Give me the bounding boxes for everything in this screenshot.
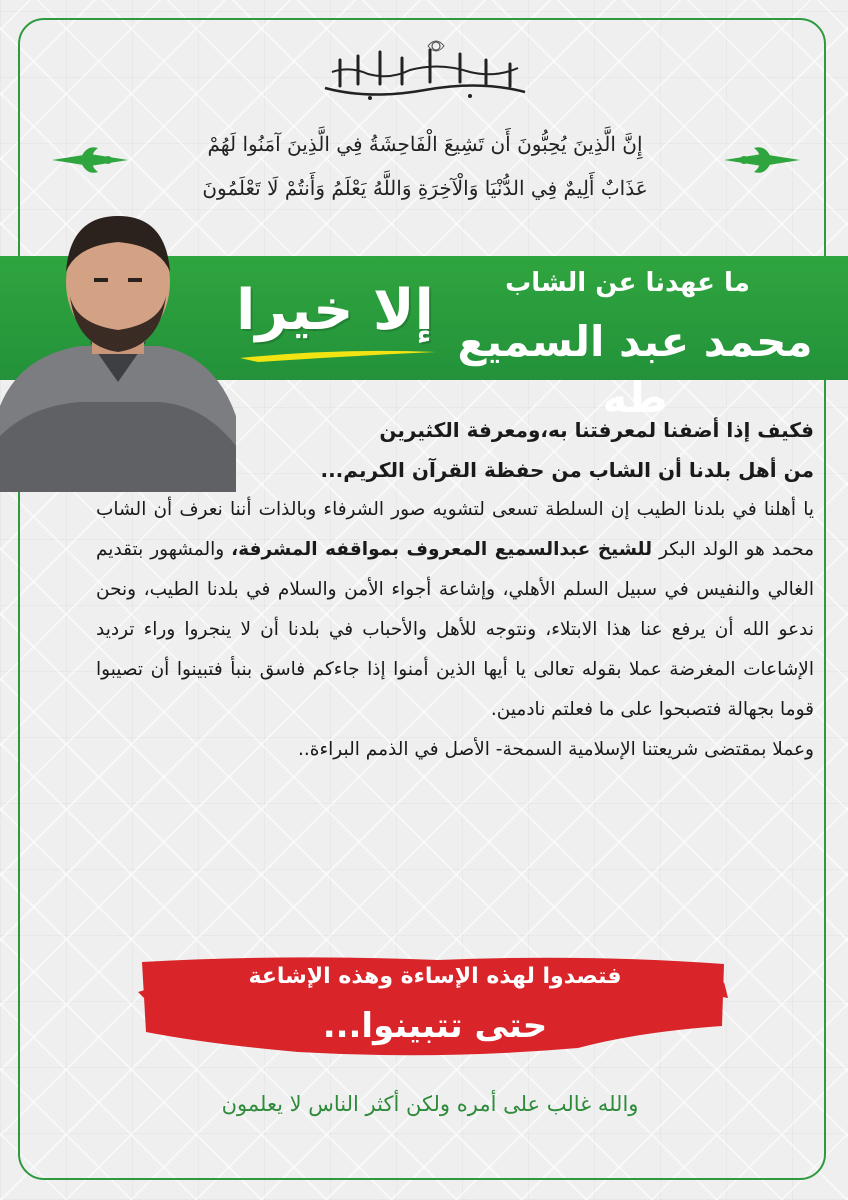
- intro-line-1: فكيف إذا أضفنا لمعرفتنا به،ومعرفة الكثيرين: [379, 418, 814, 442]
- basmala-calligraphy: [310, 38, 540, 110]
- headline-line-1: ما عهدنا عن الشاب: [505, 268, 750, 298]
- ornament-right-icon: [722, 140, 802, 180]
- statement-body: [96, 410, 814, 770]
- paragraph-main: [96, 490, 814, 730]
- headline-name: محمد عبد السميع طه: [457, 317, 813, 422]
- closing-verse: والله غالب على أمره ولكن أكثر الناس لا يعلمون: [221, 1092, 639, 1116]
- verse-line-2: عَذَابٌ أَلِيمٌ فِي الدُّنْيَا وَالْآخِرَةِ وَاللَّهُ يَعْلَمُ وَأَنتُمْ لَا تَعْلَمُونَ: [202, 176, 648, 200]
- ornament-left-icon: [50, 140, 130, 180]
- yellow-swoosh: [238, 346, 438, 364]
- banner-line-1: فتصدوا لهذه الإساءة وهذه الإشاعة: [248, 964, 622, 989]
- paragraph-main-part-b: للشيخ عبدالسميع المعروف بمواقفه المشرفة،: [231, 539, 653, 560]
- banner-line-2: حتى تتبينوا...: [322, 1006, 548, 1046]
- paragraph-closing: وعملا بمقتضى شريعتنا الإسلامية السمحة- الأصل في الذمم البراءة..: [298, 739, 814, 760]
- basmala-calligraphy-art: [310, 38, 540, 110]
- paragraph-main-part-a: يا أهلنا في بلدنا الطيب إن السلطة تسعى لتشويه صور الشرفاء وبالذات أننا نعرف أن الشاب محمد هو الولد البكر: [96, 499, 814, 560]
- verse-line-1: إِنَّ الَّذِينَ يُحِبُّونَ أَن تَشِيعَ الْفَاحِشَةُ فِي الَّذِينَ آمَنُوا لَهُمْ: [207, 132, 643, 156]
- quran-verse: [130, 122, 720, 210]
- intro-line-2: من أهل بلدنا أن الشاب من حفظة القرآن الكريم...: [320, 458, 814, 482]
- paragraph-main-part-c: والمشهور بتقديم الغالي والنفيس في سبيل السلم الأهلي، وإشاعة أجواء الأمن والسلام في بلدنا الطيب، ونحن ندعو الله أن يرفع عنا هذا الابتلاء، ونتوجه للأهل والأحباب في بلدنا أن لا ينجروا وراء ترديد الإشاعات المغرضة عملا بقوله تعالى يا أيها الذين أمنوا إذا جاءكم فاسق بنبأ فتبينوا أن تصيبوا قوما بجهالة فتصبحوا على ما فعلتم نادمين.: [96, 539, 814, 720]
- headline-tagline: إلا خيرا: [236, 278, 434, 343]
